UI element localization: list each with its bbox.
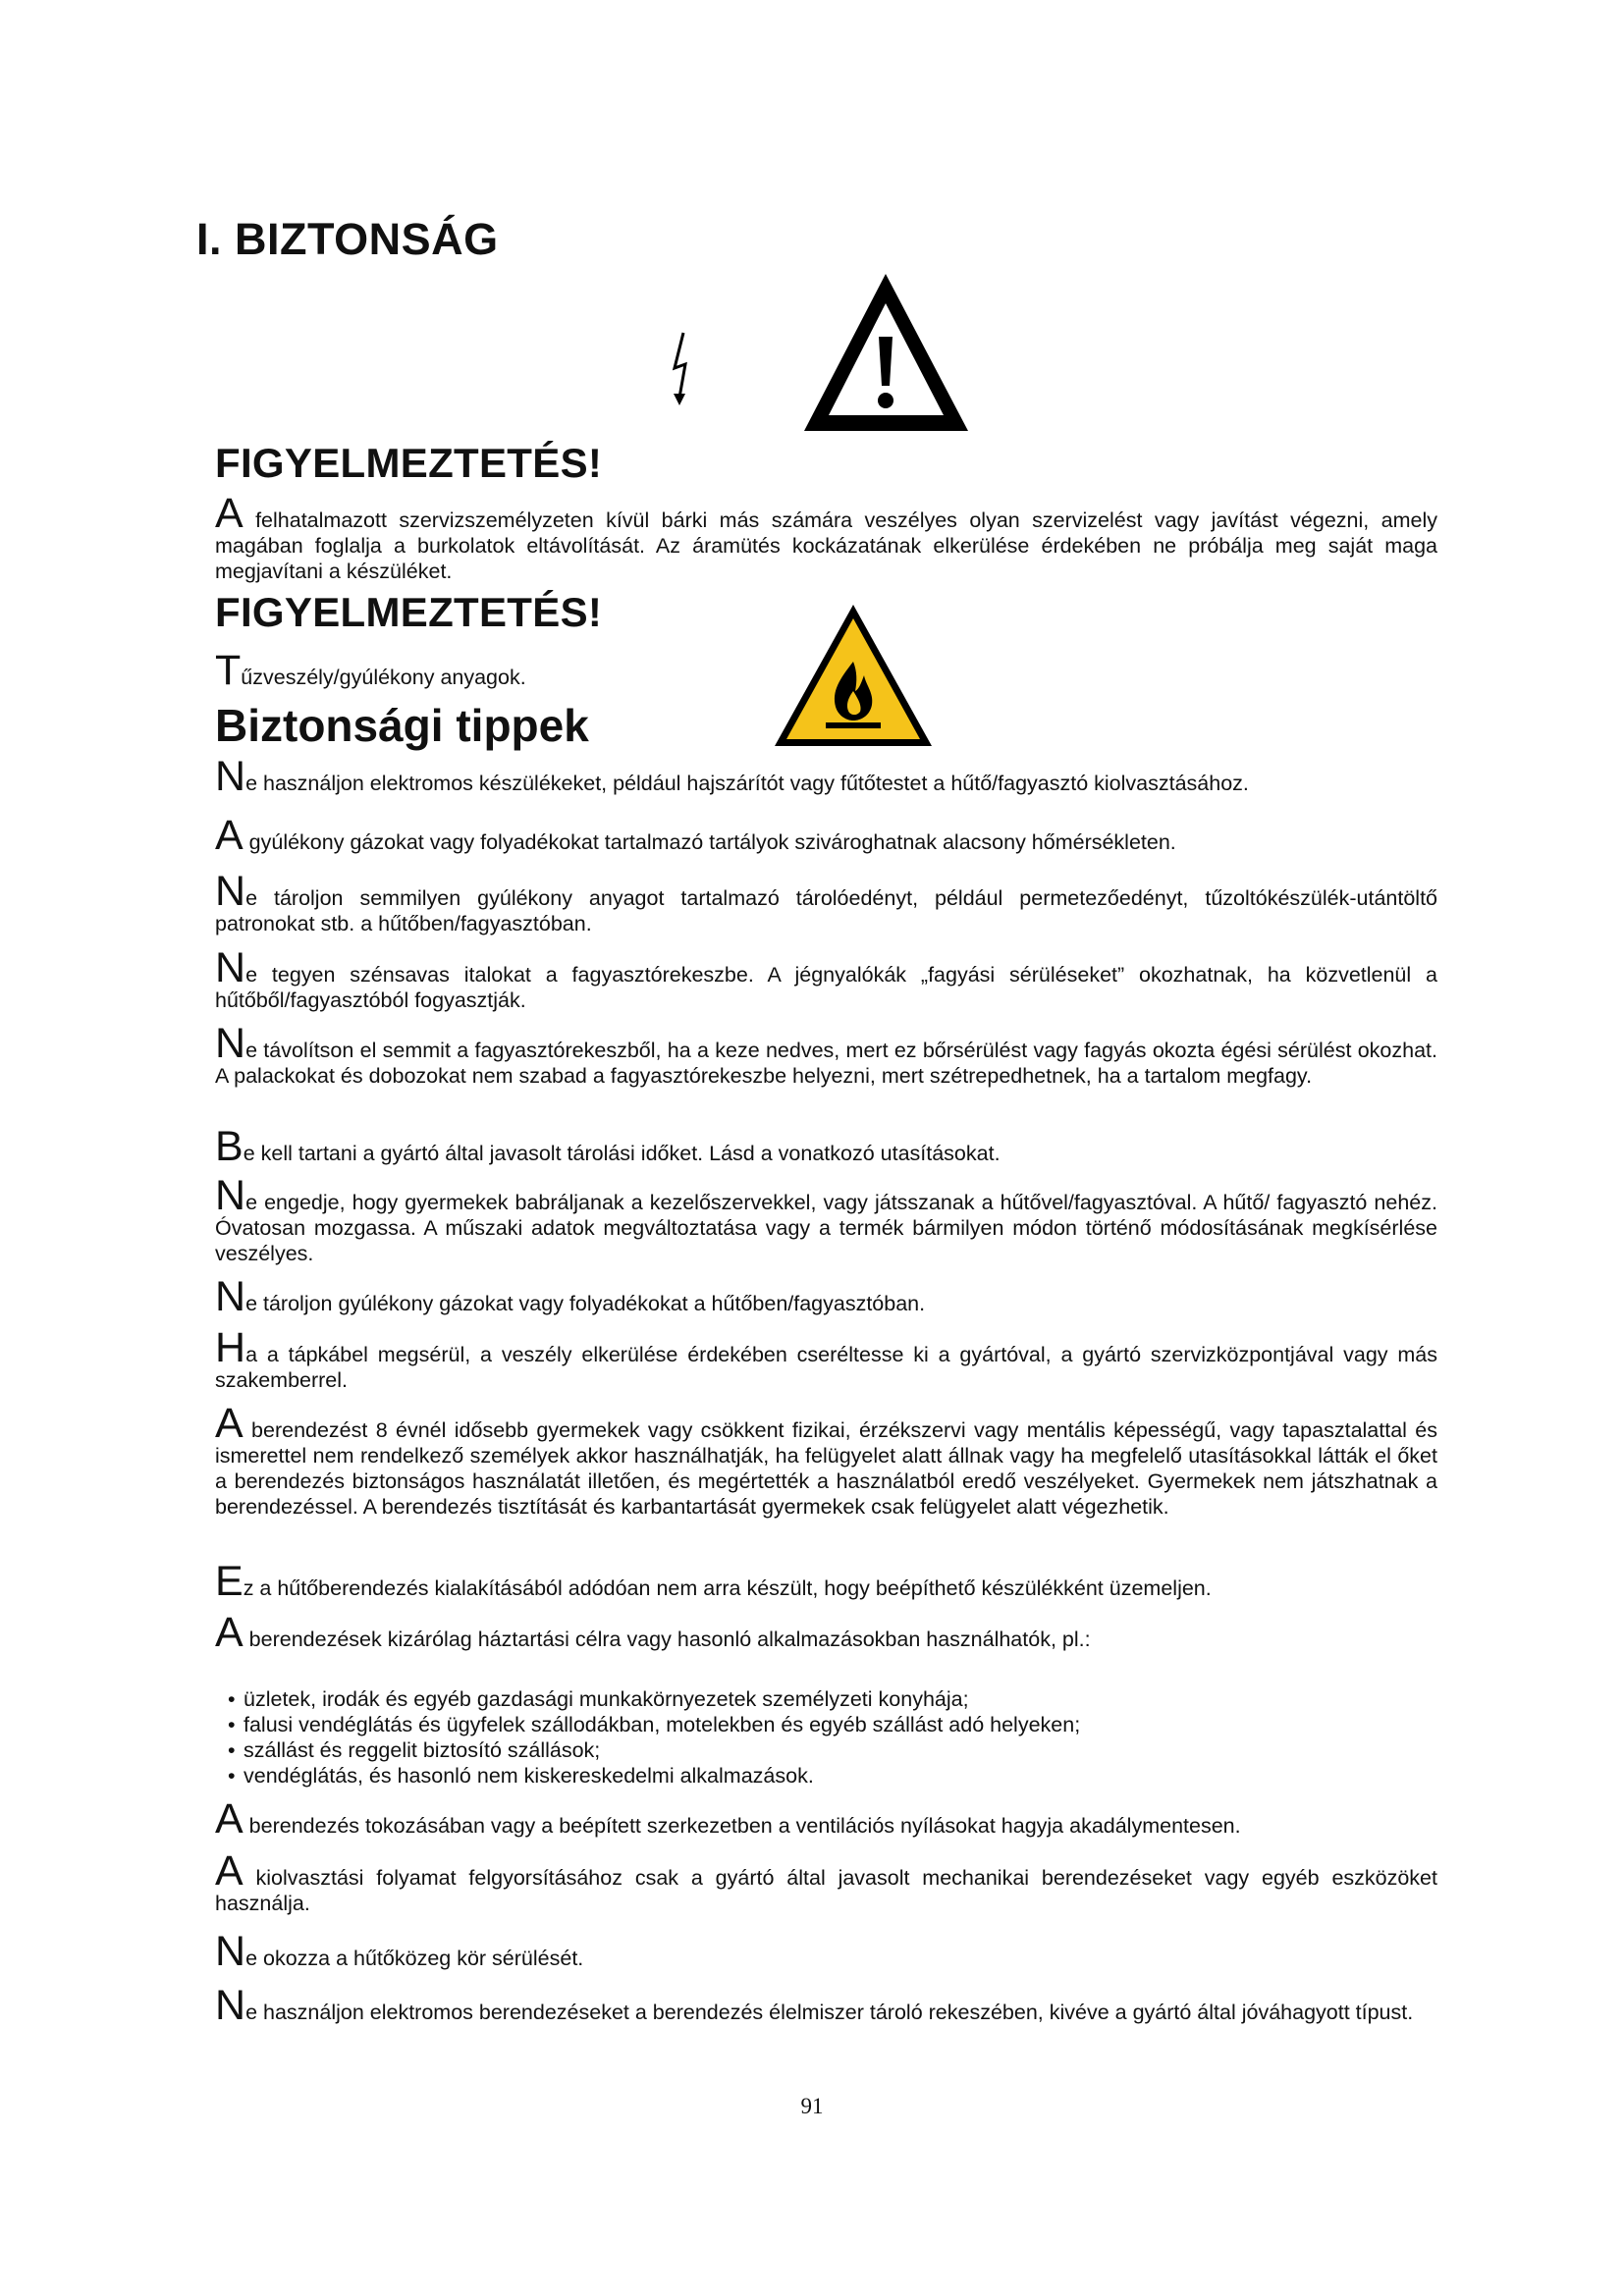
warning-triangle-icon [800, 270, 972, 435]
drop-cap: A [215, 1795, 244, 1842]
drop-cap: B [215, 1123, 244, 1170]
tip-item-8 [215, 1273, 1437, 1320]
drop-cap: H [215, 1324, 246, 1371]
drop-cap: E [215, 1558, 244, 1605]
tip-text: e engedje, hogy gyermekek babráljanak a kezelőszervekkel, vagy játsszanak a hűtővel/fagyasztóval. A hűtő/ fagyasztó nehéz. Óvatosan mozgassa. A műszaki adatok megváltoztatása vagy a termék bármilyen módon történő módosításának megkísérlése veszélyes. [215, 1191, 1437, 1265]
tip-text: e kell tartani a gyártó által javasolt tárolási időket. Lásd a vonatkozó utasításokat. [243, 1142, 1001, 1165]
warning-heading-2: FIGYELMEZTETÉS! [215, 589, 603, 635]
drop-cap: N [215, 1273, 246, 1320]
drop-cap: A [215, 1847, 244, 1895]
tip-text: berendezés tokozásában vagy a beépített szerkezetben a ventilációs nyílásokat hagyja akadálymentesen. [243, 1814, 1241, 1838]
tip-item-3 [215, 868, 1437, 936]
page-number: 91 [800, 2094, 824, 2118]
usage-bullet-list [228, 1686, 1445, 1789]
list-item: • vendéglátás, és hasonló nem kiskereskedelmi alkalmazások. [228, 1764, 814, 1788]
tip-item-6 [215, 1123, 1437, 1170]
drop-cap: A [215, 1609, 244, 1656]
tip-item-7 [215, 1172, 1437, 1266]
tip-text: e tároljon gyúlékony gázokat vagy folyadékokat a hűtőben/fagyasztóban. [245, 1292, 926, 1315]
tip-item-4 [215, 944, 1437, 1013]
list-item: • szállást és reggelit biztosító szállások; [228, 1738, 601, 1762]
tip-text: gyúlékony gázokat vagy folyadékokat tartalmazó tartályok szivároghatnak alacsony hőmérsékleten. [243, 830, 1176, 854]
tip-item-2 [215, 812, 1437, 859]
drop-cap: N [215, 868, 246, 915]
warning-paragraph-2 [215, 647, 608, 694]
tip-text: e távolítson el semmit a fagyasztórekeszből, ha a keze nedves, mert ez bőrsérülést vagy fagyás okozta égési sérülést okozhat. A palackokat és dobozokat nem szabad a fagyasztórekeszbe helyezni, mert szétrepedhetnek, ha a tartalom megfagy. [215, 1039, 1437, 1088]
lightning-bolt-icon [666, 329, 695, 407]
drop-cap: A [215, 812, 244, 859]
drop-cap: A [215, 1400, 244, 1447]
list-item: • üzletek, irodák és egyéb gazdasági munkakörnyezetek személyzeti konyhája; [228, 1687, 969, 1711]
tip-item-1 [215, 753, 1437, 800]
tip-text: berendezések kizárólag háztartási célra vagy hasonló alkalmazásokban használhatók, pl.: [243, 1628, 1091, 1651]
tip-item-14 [215, 1847, 1437, 1916]
drop-cap: N [215, 1020, 246, 1067]
tip-text: a a tápkábel megsérül, a veszély elkerülése érdekében cseréltesse ki a gyártóval, a gyártó szervizközpontjával vagy más szakemberrel. [215, 1343, 1437, 1392]
tip-text: e használjon elektromos berendezéseket a berendezés élelmiszer tároló rekeszében, kivéve a gyártó által jóváhagyott típust. [245, 2001, 1414, 2024]
drop-cap: N [215, 944, 246, 991]
tip-text: e tegyen szénsavas italokat a fagyasztórekeszbe. A jégnyalókák „fagyási sérüléseket” okozhatnak, ha közvetlenül a hűtőből/fagyasztóból fogyasztják. [215, 963, 1437, 1012]
warning-heading-1: FIGYELMEZTETÉS! [215, 440, 603, 486]
tip-item-13 [215, 1795, 1437, 1842]
tip-text: z a hűtőberendezés kialakításából adódóan nem arra készült, hogy beépíthető készülékként üzemeljen. [243, 1576, 1212, 1600]
drop-cap: N [215, 1982, 246, 2029]
tip-item-15 [215, 1928, 1437, 1975]
drop-cap: T [215, 647, 242, 694]
section-title: I. BIZTONSÁG [196, 214, 499, 264]
warning-paragraph-1 [215, 490, 1437, 584]
flammable-warning-icon [771, 601, 936, 750]
drop-cap: N [215, 1928, 246, 1975]
drop-cap: A [215, 490, 244, 537]
drop-cap: N [215, 1172, 246, 1219]
tip-item-10 [215, 1400, 1437, 1520]
tip-item-9 [215, 1324, 1437, 1393]
tip-item-11 [215, 1558, 1437, 1605]
tip-text: e tároljon semmilyen gyúlékony anyagot tartalmazó tárolóedényt, például permetezőedényt, tűzoltókészülék-utántöltő patronokat stb. a hűtőben/fagyasztóban. [215, 886, 1437, 935]
tip-item-5 [215, 1020, 1437, 1089]
list-item: • falusi vendéglátás és ügyfelek szállodákban, motelekben és egyéb szállást adó helyeken; [228, 1713, 1081, 1736]
warning-text: űzveszély/gyúlékony anyagok. [241, 666, 526, 689]
warning-text: felhatalmazott szervizszemélyzeten kívül bárki más számára veszélyes olyan szervizelést vagy javítást végezni, amely magában foglalja a burkolatok eltávolítását. Az áramütés kockázatának elkerülése érdekében ne próbálja meg saját maga megjavítani a készüléket. [215, 508, 1437, 583]
tips-heading: Biztonsági tippek [215, 700, 589, 751]
tip-text: berendezést 8 évnél idősebb gyermekek vagy csökkent fizikai, érzékszervi vagy mentális képességű, vagy tapasztalattal és ismerettel nem rendelkező személyek akkor használhatják, ha felügyelet alatt állnak vagy ha megfelelő utasításokkal látták el őket a berendezés biztonságos használatát illetően, és megértették a használatból eredő veszélyeket. Gyermekek nem játszhatnak a berendezéssel. A berendezés tisztítását és karbantartását gyermekek csak felügyelet alatt végezhetik. [215, 1418, 1437, 1519]
drop-cap: N [215, 753, 246, 800]
tip-text: e okozza a hűtőközeg kör sérülését. [245, 1947, 584, 1970]
tip-text: kiolvasztási folyamat felgyorsításához csak a gyártó által javasolt mechanikai berendezéseket vagy egyéb eszközöket használja. [215, 1866, 1437, 1915]
tip-item-12 [215, 1609, 1437, 1656]
tip-text: e használjon elektromos készülékeket, például hajszárítót vagy fűtőtestet a hűtő/fagyasztó kiolvasztásához. [245, 772, 1249, 795]
tip-item-16 [215, 1982, 1437, 2029]
